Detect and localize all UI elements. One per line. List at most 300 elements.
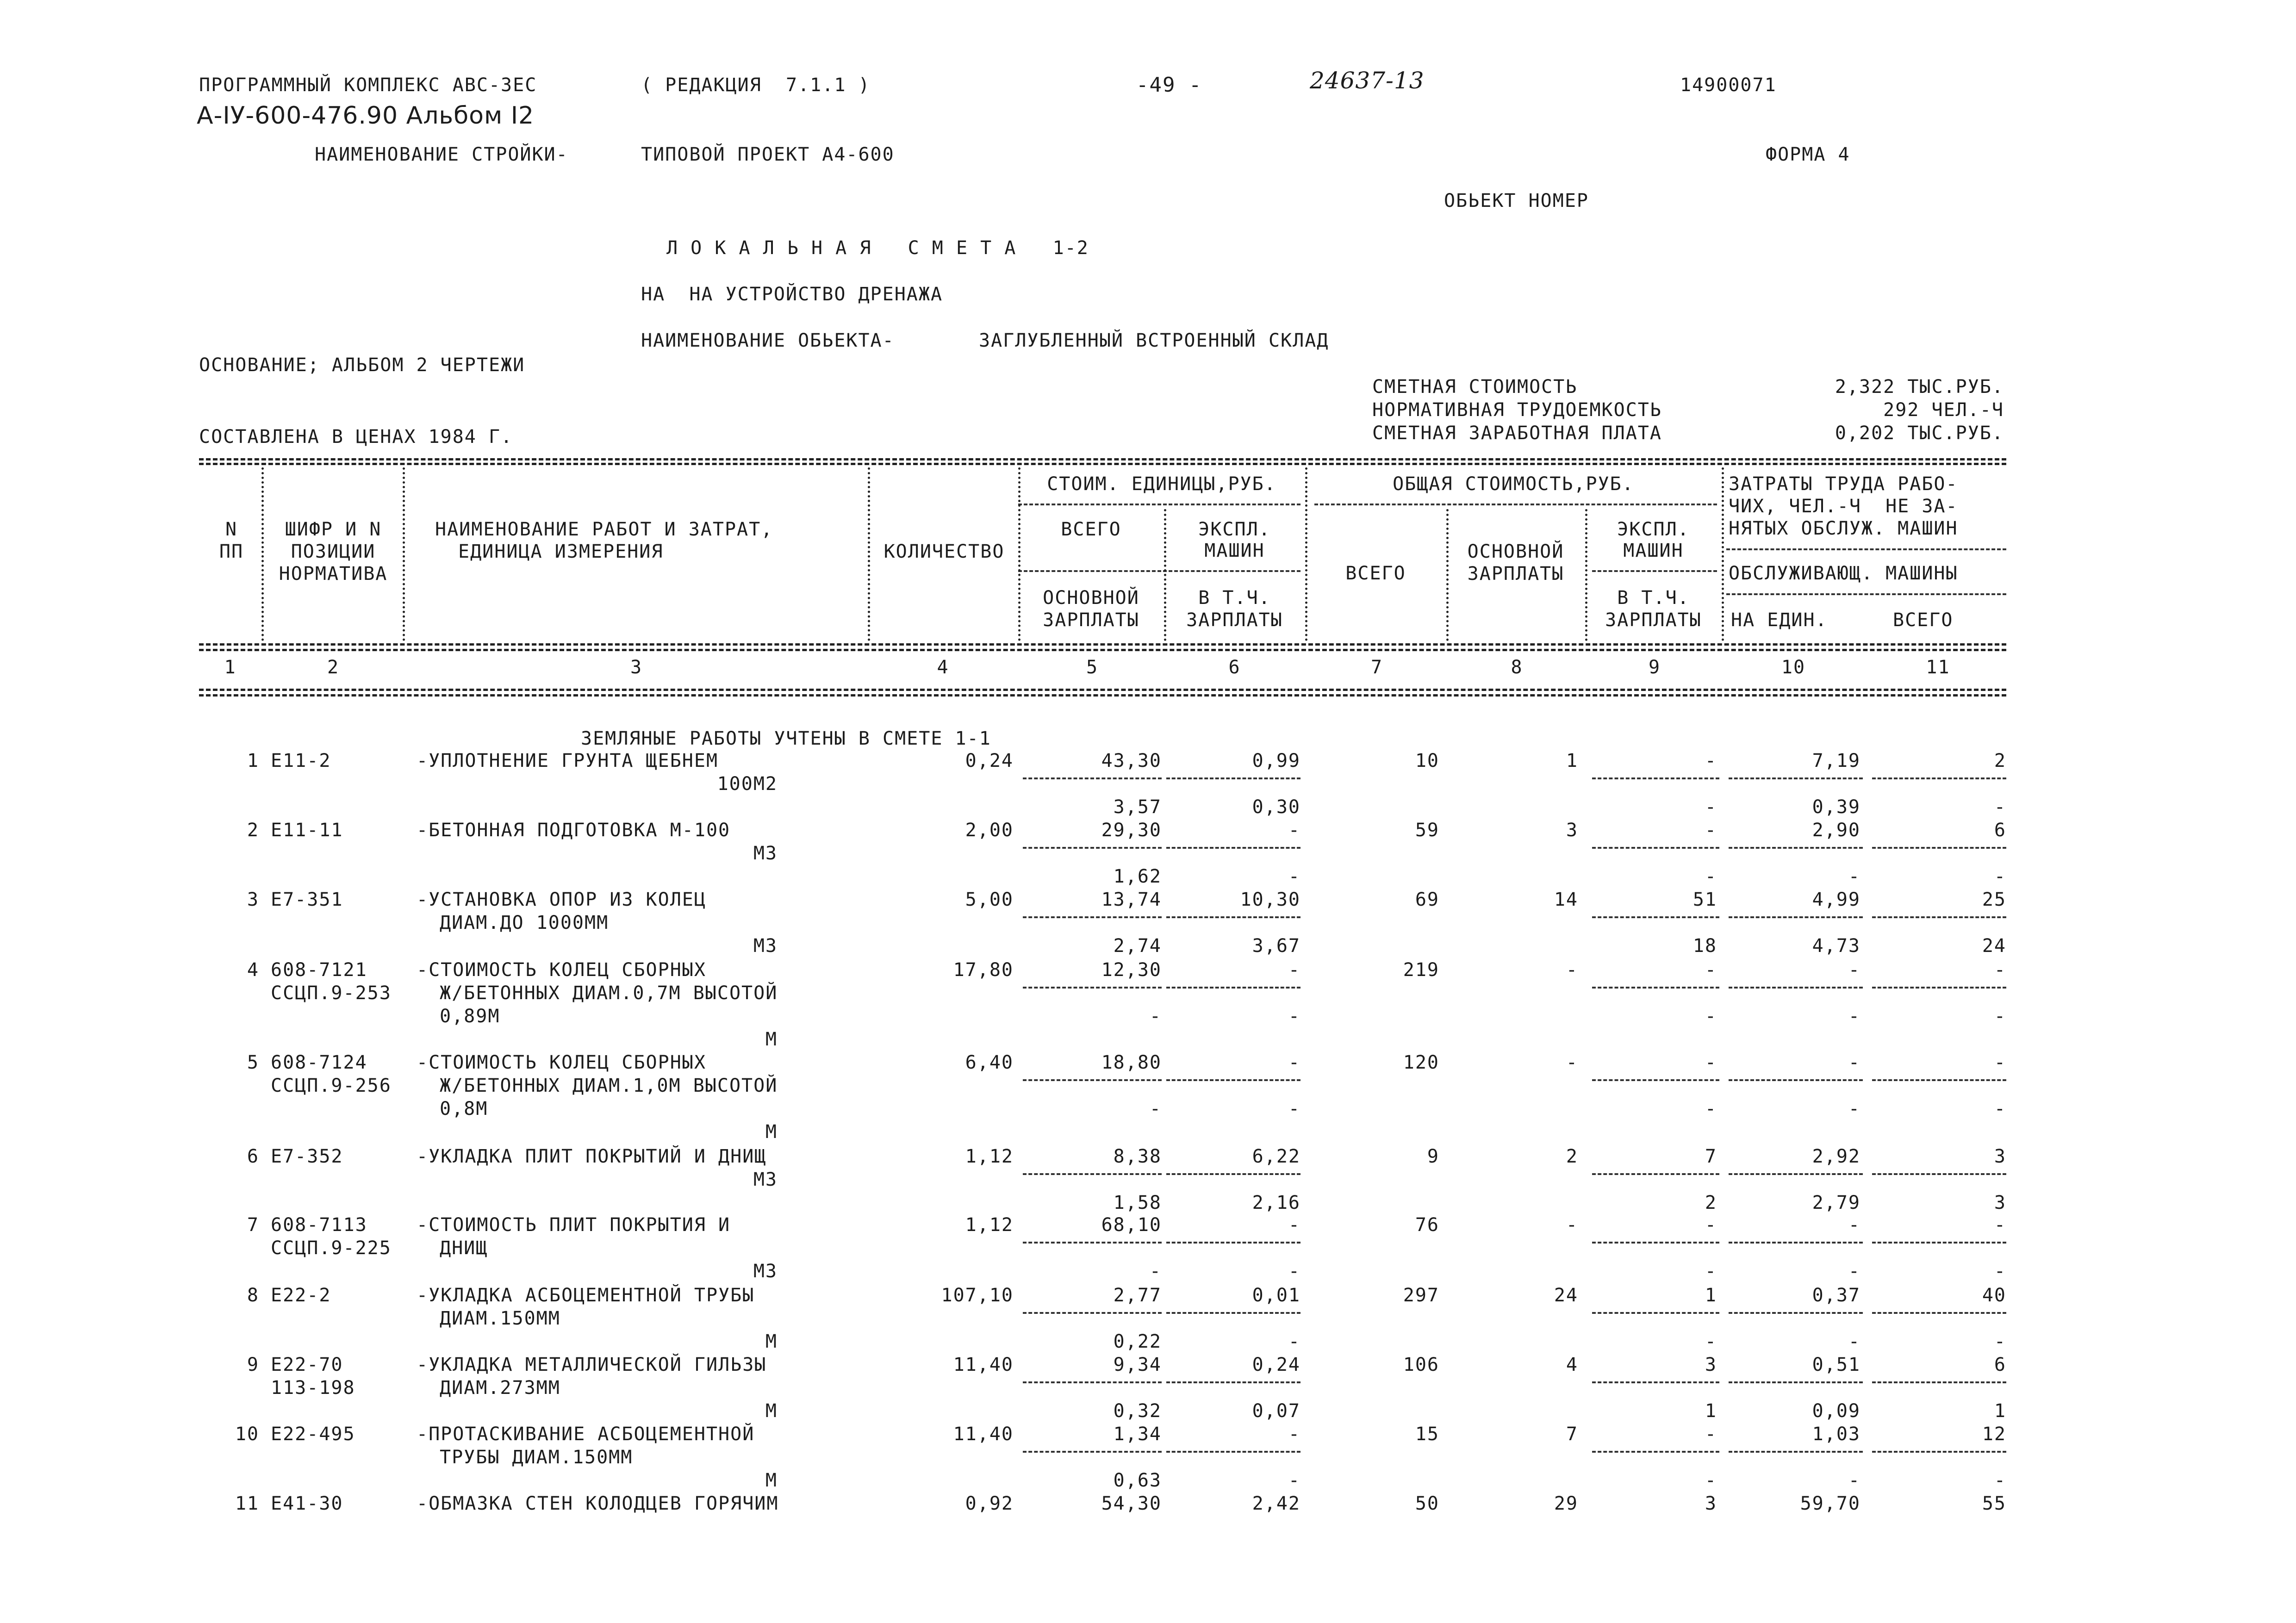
row-name: -СТОИМОСТЬ КОЛЕЦ СБОРНЫХ xyxy=(417,959,706,981)
column-number-5: 5 xyxy=(1086,657,1099,678)
column-number-9: 9 xyxy=(1648,657,1661,678)
col-6-label-1: ЭКСПЛ. xyxy=(1198,519,1271,540)
estimate-subject: НА НА УСТРОЙСТВО ДРЕНАЖА xyxy=(641,284,943,305)
colnum-bottom-rule xyxy=(199,689,2006,691)
row-quantity: 17,80 xyxy=(953,959,1014,981)
row-total-machines: - xyxy=(1705,1052,1717,1073)
row-separator xyxy=(1166,1312,1300,1314)
row-unit-salary: - xyxy=(1149,1261,1162,1282)
row-unit-machines: - xyxy=(1288,1214,1300,1236)
unitcost-mid-rule xyxy=(1018,570,1300,572)
row-serving-total: - xyxy=(1994,866,2006,887)
row-separator xyxy=(1166,1242,1300,1244)
row-name: -СТОИМОСТЬ ПЛИТ ПОКРЫТИЯ И xyxy=(417,1214,731,1236)
row-code: Е11-2 xyxy=(271,750,331,771)
row-name: Ж/БЕТОННЫХ ДИАМ.0,7М ВЫСОТОЙ xyxy=(440,983,778,1004)
row-number: 7 xyxy=(247,1214,259,1236)
row-total-salary: 4 xyxy=(1566,1354,1578,1375)
row-labor-total: 3 xyxy=(1994,1146,2006,1167)
row-labor-per-unit: 59,70 xyxy=(1800,1493,1860,1514)
column-number-8: 8 xyxy=(1511,657,1523,678)
row-quantity: 11,40 xyxy=(953,1424,1014,1445)
row-code: Е22-70 xyxy=(271,1354,343,1375)
row-number: 5 xyxy=(247,1052,259,1073)
row-code: Е41-30 xyxy=(271,1493,343,1514)
row-separator xyxy=(1166,1173,1300,1175)
row-number: 2 xyxy=(247,820,259,841)
row-total-machines: 3 xyxy=(1705,1493,1717,1514)
row-unit-machines: - xyxy=(1288,820,1300,841)
column-number-6: 6 xyxy=(1228,657,1241,678)
row-serving-per-unit: 2,79 xyxy=(1812,1192,1860,1213)
price-basis: СОСТАВЛЕНА В ЦЕНАХ 1984 Г. xyxy=(199,426,513,448)
header-bottom-rule xyxy=(199,643,2006,646)
column-number-11: 11 xyxy=(1926,657,1950,678)
col-code-label-1: ШИФР И N xyxy=(285,519,382,540)
col-labor-label-2: ЧИХ, ЧЕЛ.-Ч НЕ ЗА- xyxy=(1729,496,1958,517)
col-10-label: НА ЕДИН. xyxy=(1731,609,1828,631)
col-5-salary-label-2: ЗАРПЛАТЫ xyxy=(1043,609,1139,631)
row-separator xyxy=(1023,847,1162,849)
row-separator xyxy=(1166,1381,1300,1383)
row-name: -ОБМАЗКА СТЕН КОЛОДЦЕВ ГОРЯЧИМ xyxy=(417,1493,779,1514)
row-total: 15 xyxy=(1415,1424,1439,1445)
row-serving-per-unit: - xyxy=(1848,1006,1860,1027)
row-serving-total: - xyxy=(1994,1261,2006,1282)
row-unit-salary: 3,57 xyxy=(1113,796,1162,818)
row-unit: М3 xyxy=(753,1169,778,1190)
row-number: 3 xyxy=(247,889,259,910)
row-code: Е22-2 xyxy=(271,1285,331,1306)
row-unit-machines: 10,30 xyxy=(1240,889,1300,910)
labor-mid-rule xyxy=(1726,593,2006,595)
row-serving-total: 3 xyxy=(1994,1192,2006,1213)
row-name: -УПЛОТНЕНИЕ ГРУНТА ЩЕБНЕМ xyxy=(417,750,719,771)
object-label: НАИМЕНОВАНИЕ ОБЬЕКТА- xyxy=(641,330,895,351)
row-total: 219 xyxy=(1403,959,1439,981)
row-code: 113-198 xyxy=(271,1377,355,1399)
row-labor-total: - xyxy=(1994,1214,2006,1236)
row-serving-total: 1 xyxy=(1994,1400,2006,1422)
row-separator xyxy=(1872,916,2006,918)
row-serving-per-unit: 4,73 xyxy=(1812,935,1860,957)
row-total: 50 xyxy=(1415,1493,1439,1514)
row-separator xyxy=(1592,1242,1719,1244)
row-total-machines: - xyxy=(1705,959,1717,981)
row-number: 8 xyxy=(247,1285,259,1306)
row-name: 0,8М xyxy=(440,1098,488,1119)
row-separator xyxy=(1166,1451,1300,1453)
row-total-machine-salary: 18 xyxy=(1692,935,1717,957)
row-unit-machine-salary: - xyxy=(1288,1006,1300,1027)
row-unit: М3 xyxy=(753,935,778,957)
col-7-label: ВСЕГО xyxy=(1345,563,1406,584)
col-6-label-2: МАШИН xyxy=(1204,540,1265,561)
row-unit-total: 18,80 xyxy=(1101,1052,1162,1073)
row-unit-salary: - xyxy=(1149,1006,1162,1027)
row-total-salary: 14 xyxy=(1554,889,1578,910)
row-labor-total: - xyxy=(1994,1052,2006,1073)
row-labor-per-unit: 2,90 xyxy=(1812,820,1860,841)
row-total-machines: - xyxy=(1705,1424,1717,1445)
row-unit: М xyxy=(765,1331,778,1352)
row-unit-salary: 2,74 xyxy=(1113,935,1162,957)
row-serving-per-unit: - xyxy=(1848,1098,1860,1119)
row-separator xyxy=(1023,1312,1162,1314)
row-total-machine-salary: - xyxy=(1705,1098,1717,1119)
row-separator xyxy=(1592,847,1719,849)
row-total-salary: 24 xyxy=(1554,1285,1578,1306)
row-labor-total: 40 xyxy=(1982,1285,2006,1306)
summary-label-2: НОРМАТИВНАЯ ТРУДОЕМКОСТЬ xyxy=(1372,399,1662,421)
row-name: 0,89М xyxy=(440,1006,500,1027)
row-code: ССЦП.9-253 xyxy=(271,983,392,1004)
row-unit-salary: 1,62 xyxy=(1113,866,1162,887)
labor-rule xyxy=(1726,548,2006,550)
row-serving-total: - xyxy=(1994,1470,2006,1491)
page-title: Л О К А Л Ь Н А Я С М Е Т А 1-2 xyxy=(666,237,1089,259)
vsep-3 xyxy=(868,467,870,641)
row-separator xyxy=(1166,987,1300,989)
row-serving-per-unit: - xyxy=(1848,1261,1860,1282)
row-code: 608-7113 xyxy=(271,1214,367,1236)
form-label: ФОРМА 4 xyxy=(1766,144,1850,165)
row-unit-total: 29,30 xyxy=(1101,820,1162,841)
row-labor-per-unit: 4,99 xyxy=(1812,889,1860,910)
summary-value-2: 292 ЧЕЛ.-Ч xyxy=(1883,399,2004,421)
row-unit-machine-salary: - xyxy=(1288,1098,1300,1119)
row-unit-total: 2,77 xyxy=(1113,1285,1162,1306)
row-separator xyxy=(1023,1242,1162,1244)
row-total-machines: 1 xyxy=(1705,1285,1717,1306)
table-top-rule xyxy=(199,458,2006,460)
col-qty-label: КОЛИЧЕСТВО xyxy=(884,541,1005,562)
row-separator xyxy=(1872,987,2006,989)
col-8-label-1: ОСНОВНОЙ xyxy=(1467,541,1564,562)
row-total: 9 xyxy=(1427,1146,1439,1167)
row-labor-per-unit: - xyxy=(1848,959,1860,981)
row-unit: М xyxy=(765,1470,778,1491)
row-separator xyxy=(1592,1312,1719,1314)
edition: ( РЕДАКЦИЯ 7.1.1 ) xyxy=(641,75,871,96)
row-serving-per-unit: - xyxy=(1848,866,1860,887)
row-separator xyxy=(1729,1381,1863,1383)
section-note: ЗЕМЛЯНЫЕ РАБОТЫ УЧТЕНЫ В СМЕТЕ 1-1 xyxy=(581,728,991,749)
col-9-label-2: МАШИН xyxy=(1623,540,1684,561)
row-unit-total: 43,30 xyxy=(1101,750,1162,771)
row-labor-total: 12 xyxy=(1982,1424,2006,1445)
row-separator xyxy=(1023,1451,1162,1453)
row-labor-per-unit: - xyxy=(1848,1052,1860,1073)
column-number-2: 2 xyxy=(327,657,340,678)
row-unit-total: 54,30 xyxy=(1101,1493,1162,1514)
vsep-2 xyxy=(403,467,405,641)
col-8-label-2: ЗАРПЛАТЫ xyxy=(1467,563,1564,585)
row-separator xyxy=(1592,916,1719,918)
row-unit-machines: 0,01 xyxy=(1252,1285,1300,1306)
row-unit-salary: - xyxy=(1149,1098,1162,1119)
col-code-label-3: НОРМАТИВА xyxy=(279,563,388,585)
col-5-total-label: ВСЕГО xyxy=(1061,519,1121,540)
row-total-salary: - xyxy=(1566,1214,1578,1236)
row-separator xyxy=(1592,987,1719,989)
row-unit-salary: 0,32 xyxy=(1113,1400,1162,1422)
row-total-machines: - xyxy=(1705,820,1717,841)
row-unit-salary: 0,63 xyxy=(1113,1470,1162,1491)
row-number: 10 xyxy=(235,1424,259,1445)
row-separator xyxy=(1023,1079,1162,1081)
row-code: Е22-495 xyxy=(271,1424,355,1445)
col-serving-label: ОБСЛУЖИВАЮЩ. МАШИНЫ xyxy=(1729,563,1958,584)
row-total-salary: 3 xyxy=(1566,820,1578,841)
row-unit: М xyxy=(765,1029,778,1050)
object-number: ОБЬЕКТ НОМЕР xyxy=(1444,190,1589,211)
row-labor-total: 25 xyxy=(1982,889,2006,910)
object-value: ЗАГЛУБЛЕННЫЙ ВСТРОЕННЫЙ СКЛАД xyxy=(979,330,1329,351)
row-separator xyxy=(1023,987,1162,989)
row-total-salary: - xyxy=(1566,1052,1578,1073)
row-number: 4 xyxy=(247,959,259,981)
col-name-label-1: НАИМЕНОВАНИЕ РАБОТ И ЗАТРАТ, xyxy=(435,519,773,540)
row-number: 11 xyxy=(235,1493,259,1514)
page-number: -49 - xyxy=(1136,73,1202,97)
row-unit-salary: 0,22 xyxy=(1113,1331,1162,1352)
row-quantity: 1,12 xyxy=(965,1214,1014,1236)
row-quantity: 107,10 xyxy=(941,1285,1014,1306)
row-total: 69 xyxy=(1415,889,1439,910)
row-total-machines: 3 xyxy=(1705,1354,1717,1375)
summary-label-3: СМЕТНАЯ ЗАРАБОТНАЯ ПЛАТА xyxy=(1372,423,1662,444)
row-labor-per-unit: 1,03 xyxy=(1812,1424,1860,1445)
row-serving-total: - xyxy=(1994,1006,2006,1027)
row-number: 1 xyxy=(247,750,259,771)
row-unit: М3 xyxy=(753,1261,778,1282)
row-separator xyxy=(1166,847,1300,849)
row-separator xyxy=(1592,1079,1719,1081)
row-total-salary: 1 xyxy=(1566,750,1578,771)
row-separator xyxy=(1166,1079,1300,1081)
row-name: -УКЛАДКА ПЛИТ ПОКРЫТИЙ И ДНИЩ xyxy=(417,1146,767,1167)
row-separator xyxy=(1872,777,2006,779)
row-unit: 100М2 xyxy=(717,773,778,795)
row-labor-per-unit: 0,51 xyxy=(1812,1354,1860,1375)
row-unit-machines: - xyxy=(1288,1424,1300,1445)
row-separator xyxy=(1023,1173,1162,1175)
row-code: Е7-352 xyxy=(271,1146,343,1167)
row-separator xyxy=(1729,916,1863,918)
row-labor-per-unit: 0,37 xyxy=(1812,1285,1860,1306)
unitcost-rule xyxy=(1018,504,1300,505)
row-number: 9 xyxy=(247,1354,259,1375)
row-total-machines: 7 xyxy=(1705,1146,1717,1167)
row-separator xyxy=(1729,1451,1863,1453)
row-separator xyxy=(1023,1381,1162,1383)
row-unit-machines: 6,22 xyxy=(1252,1146,1300,1167)
basis: ОСНОВАНИЕ; АЛЬБОМ 2 ЧЕРТЕЖИ xyxy=(199,354,525,376)
row-unit-machines: 0,24 xyxy=(1252,1354,1300,1375)
row-separator xyxy=(1166,916,1300,918)
row-separator xyxy=(1872,1451,2006,1453)
row-name: -БЕТОННАЯ ПОДГОТОВКА М-100 xyxy=(417,820,731,841)
row-unit-total: 9,34 xyxy=(1113,1354,1162,1375)
row-total: 76 xyxy=(1415,1214,1439,1236)
col-n-label: N xyxy=(225,519,238,540)
machines-mid-rule xyxy=(1592,570,1717,572)
row-name: ДНИЩ xyxy=(440,1237,488,1259)
row-total-machine-salary: - xyxy=(1705,796,1717,818)
row-name: ДИАМ.ДО 1000ММ xyxy=(440,912,609,933)
row-total-machine-salary: - xyxy=(1705,1261,1717,1282)
row-unit-machine-salary: 3,67 xyxy=(1252,935,1300,957)
row-separator xyxy=(1729,987,1863,989)
row-separator xyxy=(1592,1451,1719,1453)
row-code: Е7-351 xyxy=(271,889,343,910)
col-name-label-2: ЕДИНИЦА ИЗМЕРЕНИЯ xyxy=(458,541,664,562)
row-separator xyxy=(1872,1079,2006,1081)
row-unit-machine-salary: 0,07 xyxy=(1252,1400,1300,1422)
row-unit-machines: - xyxy=(1288,1052,1300,1073)
row-separator xyxy=(1729,1079,1863,1081)
col-unitcost-label: СТОИМ. ЕДИНИЦЫ,РУБ. xyxy=(1047,473,1276,495)
row-code: Е11-11 xyxy=(271,820,343,841)
summary-value-3: 0,202 ТЫС.РУБ. xyxy=(1835,423,2004,444)
row-separator xyxy=(1592,1381,1719,1383)
row-serving-per-unit: - xyxy=(1848,1331,1860,1352)
row-name: -УКЛАДКА МЕТАЛЛИЧЕСКОЙ ГИЛЬЗЫ xyxy=(417,1354,767,1375)
row-unit-machine-salary: - xyxy=(1288,1331,1300,1352)
row-total-salary: - xyxy=(1566,959,1578,981)
row-total-machine-salary: 2 xyxy=(1705,1192,1717,1213)
column-number-3: 3 xyxy=(630,657,643,678)
doc-number: 24637-13 xyxy=(1310,67,1425,94)
program-name: ПРОГРАММНЫЙ КОМПЛЕКС АВС-ЗЕС xyxy=(199,75,537,96)
construction-label: НАИМЕНОВАНИЕ СТРОЙКИ- xyxy=(315,144,568,165)
row-unit-total: 8,38 xyxy=(1113,1146,1162,1167)
col-code-label-2: ПОЗИЦИИ xyxy=(291,541,376,562)
row-separator xyxy=(1023,916,1162,918)
row-labor-per-unit: 7,19 xyxy=(1812,750,1860,771)
row-code: 608-7124 xyxy=(271,1052,367,1073)
row-unit-total: 12,30 xyxy=(1101,959,1162,981)
header-bottom-rule-2 xyxy=(199,649,2006,651)
row-total: 106 xyxy=(1403,1354,1439,1375)
col-9-incl-label-2: ЗАРПЛАТЫ xyxy=(1605,609,1702,631)
row-unit-total: 1,34 xyxy=(1113,1424,1162,1445)
summary-value-1: 2,322 ТЫС.РУБ. xyxy=(1835,376,2004,398)
row-quantity: 0,92 xyxy=(965,1493,1014,1514)
row-labor-per-unit: 2,92 xyxy=(1812,1146,1860,1167)
column-number-4: 4 xyxy=(937,657,949,678)
row-separator xyxy=(1872,1312,2006,1314)
row-total-machine-salary: 1 xyxy=(1705,1400,1717,1422)
row-name: ТРУБЫ ДИАМ.150ММ xyxy=(440,1447,633,1468)
row-name: -СТОИМОСТЬ КОЛЕЦ СБОРНЫХ xyxy=(417,1052,706,1073)
row-total-machines: - xyxy=(1705,750,1717,771)
row-total-salary: 2 xyxy=(1566,1146,1578,1167)
row-unit-salary: 1,58 xyxy=(1113,1192,1162,1213)
row-name: -УКЛАДКА АСБОЦЕМЕНТНОЙ ТРУБЫ xyxy=(417,1285,755,1306)
col-6-incl-label-2: ЗАРПЛАТЫ xyxy=(1186,609,1283,631)
row-quantity: 5,00 xyxy=(965,889,1014,910)
album-stamp: А-IУ-600-476.90 Альбом I2 xyxy=(197,102,535,130)
row-total-machines: 51 xyxy=(1692,889,1717,910)
row-unit-machines: 2,42 xyxy=(1252,1493,1300,1514)
row-total-machine-salary: - xyxy=(1705,1470,1717,1491)
column-number-1: 1 xyxy=(224,657,236,678)
row-separator xyxy=(1023,777,1162,779)
col-6-incl-label-1: В Т.Ч. xyxy=(1198,587,1271,609)
row-separator xyxy=(1729,1242,1863,1244)
row-name: Ж/БЕТОННЫХ ДИАМ.1,0М ВЫСОТОЙ xyxy=(440,1075,778,1096)
row-total-salary: 29 xyxy=(1554,1493,1578,1514)
row-total: 59 xyxy=(1415,820,1439,841)
row-total-machine-salary: - xyxy=(1705,866,1717,887)
row-serving-total: - xyxy=(1994,796,2006,818)
row-total: 120 xyxy=(1403,1052,1439,1073)
table-top-rule-2 xyxy=(199,463,2006,465)
colnum-bottom-rule-2 xyxy=(199,694,2006,696)
row-serving-total: - xyxy=(1994,1331,2006,1352)
row-code: 608-7121 xyxy=(271,959,367,981)
row-name: -УСТАНОВКА ОПОР ИЗ КОЛЕЦ xyxy=(417,889,706,910)
row-unit: М xyxy=(765,1400,778,1422)
doc-code: 14900071 xyxy=(1680,75,1777,96)
row-quantity: 11,40 xyxy=(953,1354,1014,1375)
row-quantity: 1,12 xyxy=(965,1146,1014,1167)
row-serving-per-unit: - xyxy=(1848,1470,1860,1491)
row-labor-total: 6 xyxy=(1994,1354,2006,1375)
row-code: ССЦП.9-256 xyxy=(271,1075,392,1096)
row-serving-per-unit: 0,39 xyxy=(1812,796,1860,818)
row-quantity: 2,00 xyxy=(965,820,1014,841)
row-total: 297 xyxy=(1403,1285,1439,1306)
row-total-salary: 7 xyxy=(1566,1424,1578,1445)
row-separator xyxy=(1729,1312,1863,1314)
row-name: -ПРОТАСКИВАНИЕ АСБОЦЕМЕНТНОЙ xyxy=(417,1424,755,1445)
row-separator xyxy=(1166,777,1300,779)
row-total: 10 xyxy=(1415,750,1439,771)
row-number: 6 xyxy=(247,1146,259,1167)
summary-label-1: СМЕТНАЯ СТОИМОСТЬ xyxy=(1372,376,1578,398)
row-unit: М xyxy=(765,1121,778,1143)
row-quantity: 6,40 xyxy=(965,1052,1014,1073)
row-serving-total: - xyxy=(1994,1098,2006,1119)
row-unit-machine-salary: - xyxy=(1288,1470,1300,1491)
row-serving-total: 24 xyxy=(1982,935,2006,957)
row-separator xyxy=(1592,777,1719,779)
col-labor-label-3: НЯТЫХ ОБСЛУЖ. МАШИН xyxy=(1729,518,1958,539)
row-total-machine-salary: - xyxy=(1705,1006,1717,1027)
vsep-1 xyxy=(261,467,264,641)
column-number-7: 7 xyxy=(1370,657,1383,678)
row-separator xyxy=(1872,1242,2006,1244)
construction-value: ТИПОВОЙ ПРОЕКТ А4-600 xyxy=(641,144,895,165)
row-unit: М3 xyxy=(753,843,778,864)
row-total-machine-salary: - xyxy=(1705,1331,1717,1352)
row-code: ССЦП.9-225 xyxy=(271,1237,392,1259)
row-quantity: 0,24 xyxy=(965,750,1014,771)
row-labor-total: 2 xyxy=(1994,750,2006,771)
totalcost-rule xyxy=(1314,504,1717,505)
row-labor-total: 6 xyxy=(1994,820,2006,841)
row-separator xyxy=(1729,777,1863,779)
row-name: ДИАМ.273ММ xyxy=(440,1377,560,1399)
row-labor-total: - xyxy=(1994,959,2006,981)
row-separator xyxy=(1729,1173,1863,1175)
row-unit-machine-salary: 0,30 xyxy=(1252,796,1300,818)
col-9-incl-label-1: В Т.Ч. xyxy=(1617,587,1690,609)
col-5-salary-label-1: ОСНОВНОЙ xyxy=(1043,587,1139,609)
